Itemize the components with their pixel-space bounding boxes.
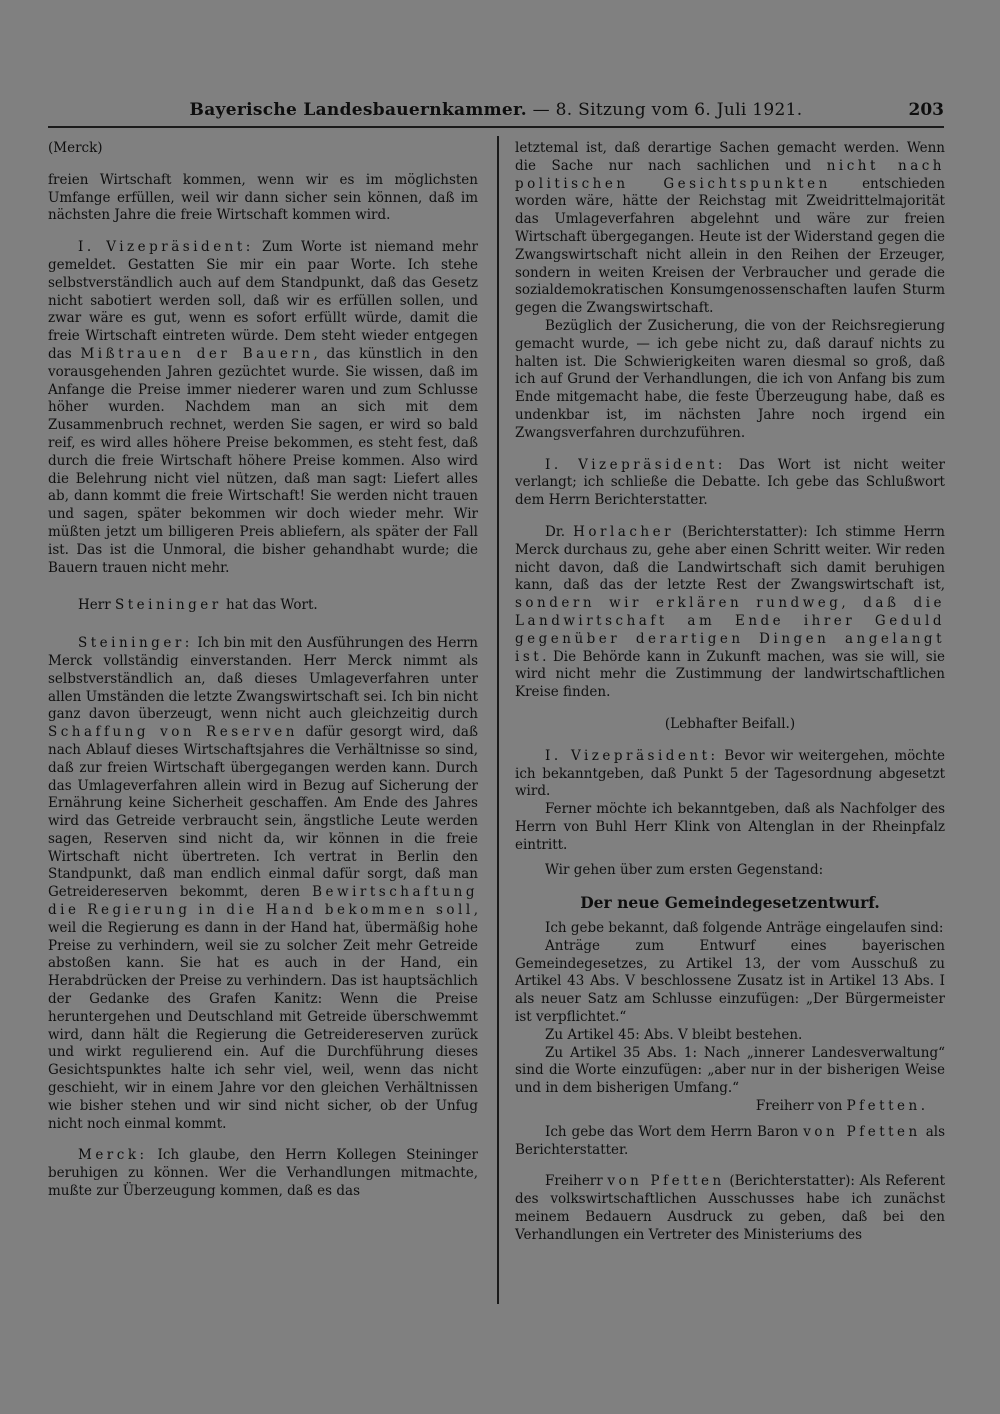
signature-name: Pfetten: [846, 1098, 921, 1115]
paragraph: I. Vizepräsident: Zum Worte ist niemand mehr gemeldet. Gestatten Sie mir ein paar Worte. Ich stehe selbstverständlich auch auf dem Standpunkt, daß das Gesetz nicht sabotiert werden soll, daß wir es erfüllen sollen, und zwar wäre es gut, wenn es sofort erfüllt würde, damit die freie Wirtschaft eintreten würde. Dem steht wieder entgegen das Mißtrauen der Bauern, das künstlich in den vorausgehenden Jahren gezüchtet wurde. Sie wissen, daß im Anfange die Preise immer niederer waren und zum Schlusse höher wurden. Nachdem man an sich mit dem Zusammenbruch rechnet, werden Sie sagen, er wird so bald reif, es wird alles höhere Preise bekommen, es steht fest, daß durch die freie Wirtschaft höhere Preise kommen. Also wird die Belehrung nicht viel nützen, daß man sagt: Liefert alles ab, dann kommt die freie Wirtschaft! Sie werden nicht trauen und sagen, später bekommen wir doch wieder mehr. Wir müßten jetzt um billigeren Preis abliefern, als später der Fall ist. Das ist die Unmoral, die bisher gehandhabt wurde; die Bauern trauen nicht mehr.: [48, 239, 478, 576]
column-divider: [497, 136, 499, 1304]
running-title-main: Bayerische Landesbauernkammer.: [189, 100, 527, 120]
running-title-session: — 8. Sitzung vom 6. Juli 1921.: [526, 100, 803, 120]
motion-text: Zu Artikel 45: Abs. V bleibt bestehen.: [545, 1026, 803, 1043]
speaker-name: I. Vizepräsident:: [545, 747, 719, 764]
emphasis-text: Mißtrauen der Bauern: [80, 345, 314, 362]
speaker-name: von Pfetten: [803, 1123, 921, 1140]
signature-line: Freiherr von Pfetten.: [755, 1098, 925, 1115]
paragraph: Ich gebe das Wort dem Herrn Baron von Pfetten als Berichterstatter.: [515, 1123, 945, 1158]
paragraph: Steininger: Ich bin mit den Ausführungen des Herrn Merck vollständig einverstanden. Herr Merck nimmt als selbstverständlich an, daß dieses Umlageverfahren unter allen Umständen die letzte Zwangswirtschaft sei. Ich bin nicht ganz davon überzeugt, wenn nicht auch gleichzeitig durch Schaffung von Reserven dafür gesorgt wird, daß nach Ablauf dieses Wirtschaftsjahres die Verhältnisse so sind, daß zur freien Wirtschaft übergegangen werden kann. Durch das Umlageverfahren allein wird in Bezug auf Sicherung der Ernährung keine Sicherheit geschaffen. Am Ende des Jahres wird das Getreide verbraucht sein, ängstliche Leute werden sagen, Reserven sind nicht da, wir können in die freie Wirtschaft nicht übertreten. Ich vertrat in Berlin den Standpunkt, daß man endlich einmal dafür sorgt, daß man Getreidereserven bekommt, deren Bewirtschaftung die Regierung in die Hand bekommen soll, weil die Regierung es dann in der Hand hat, übermäßig hohe Preise zu verhindern, weil sie zu solcher Zeit mehr Getreide abstoßen kann. Sie hat es auch in der Hand, ein Herabdrücken der Preise zu verhindern. Das ist hauptsächlich der Gedanke des Grafen Kanitz: Wenn die Preise heruntergehen und Deutschland mit Getreide überschwemmt wird, dann hält die Regierung die Getreidereserven zurück und wirkt regulierend ein. Auf die Durchführung dieses Gesichtspunktes halte ich sehr viel, weil, wenn das nicht geschieht, wir in einem Jahre vor den gleichen Verhältnissen wie bisher stehen und wir sind nicht sicher, ob der Unfug nicht noch einmal kommt.: [48, 635, 478, 1132]
paragraph: Ich gebe bekannt, daß folgende Anträge eingelaufen sind:: [545, 920, 944, 937]
emphasis-text: Bewirtschaftung die Regierung in die Hand bekommen soll: [48, 884, 478, 919]
left-column: [48, 140, 478, 1201]
speaker-name: I. Vizepräsident:: [545, 456, 726, 473]
running-title: [48, 100, 944, 120]
paragraph: Wir gehen über zum ersten Gegenstand:: [545, 862, 824, 879]
right-column: [515, 140, 945, 1245]
motion-text: Zu Artikel 35 Abs. 1: Nach „innerer Landesverwaltung“ sind die Worte einzufügen: „aber nur in der bisherigen Weise und in dem bisherigen Umfang.“: [515, 1044, 945, 1097]
paragraph: letztemal ist, daß derartige Sachen gemacht werden. Wenn die Sache nur nach sachlichen und nicht nach politischen Gesichtspunkten entschieden worden wäre, hätte der Reichstag mit Zweidrittelmajorität das Umlageverfahren abgelehnt und wäre zur freien Wirtschaft übergegangen. Heute ist der Widerstand gegen die Zwangswirtschaft nicht allein in den Reihen der Erzeuger, sondern in weiten Kreisen der Verbraucher und gerade die sozialdemokratischen Konsumgenossenschaften laufen Sturm gegen die Zwangswirtschaft.: [515, 140, 946, 317]
speaker-name: Horlacher: [573, 523, 675, 540]
paragraph: Ferner möchte ich bekanntgeben, daß als Nachfolger des Herrn von Buhl Herr Klink von Altenglan in der Rheinpfalz eintritt.: [515, 801, 945, 853]
speaker-name: Merck:: [78, 1147, 148, 1164]
page-header: [48, 98, 944, 128]
emphasis-text: Schaffung von Reserven: [48, 724, 298, 741]
paragraph: I. Vizepräsident: Bevor wir weitergehen, möchte ich bekanntgeben, daß Punkt 5 der Tagesordnung abgesetzt wird.: [515, 747, 945, 800]
paragraph: Freiherr von Pfetten (Berichterstatter): Als Referent des volkswirtschaftlichen Ausschusses habe ich zunächst meinem Bedauern Ausdruck zu geben, daß bei den Verhandlungen ein Vertreter des Ministeriums des: [515, 1173, 945, 1243]
speaker-name: von Pfetten: [607, 1173, 725, 1190]
paragraph: I. Vizepräsident: Das Wort ist nicht weiter verlangt; ich schließe die Debatte. Ich gebe das Schlußwort dem Herrn Berichterstatter.: [515, 456, 945, 509]
emphasis-text: sondern wir erklären rundweg, daß die Landwirtschaft am Ende ihrer Geduld gegenüber derartigen Dingen angelangt ist: [515, 595, 945, 665]
paragraph: Merck: Ich glaube, den Herrn Kollegen Steininger beruhigen zu können. Wer die Verhandlungen mitmachte, mußte zur Überzeugung kommen, daß es das: [48, 1147, 478, 1200]
paragraph: freien Wirtschaft kommen, wenn wir es im möglichsten Umfange erfüllen, weil wir dann sicher sein können, daß im nächsten Jahre die freie Wirtschaft kommen wird.: [48, 171, 478, 224]
page-number: 203: [908, 100, 944, 120]
paragraph: Herr Steininger hat das Wort.: [78, 597, 318, 614]
paragraph: Dr. Horlacher (Berichterstatter): Ich stimme Herrn Merck durchaus zu, gehe aber einen Schritt weiter. Wir reden nicht davon, daß die Landwirtschaft sich damit beruhigen kann, daß das der letzte Rest der Zwangswirtschaft ist, sondern wir erklären rundweg, daß die Landwirtschaft am Ende ihrer Geduld gegenüber derartigen Dingen angelangt ist. Die Behörde kann in Zukunft machen, was sie will, sie wird nicht mehr die Zustimmung der landwirtschaftlichen Kreise finden.: [515, 523, 945, 701]
speaker-tag: (Merck): [48, 140, 103, 156]
section-heading: Der neue Gemeindegesetzentwurf.: [580, 893, 880, 913]
motion-text: Anträge zum Entwurf eines bayerischen Gemeindegesetzes, zu Artikel 13, der vom Ausschuß zu Artikel 43 Abs. V beschlossene Zusatz ist in Artikel 13 Abs. I als neuer Satz am Schlusse einzufügen: „Der Bürgermeister ist verpflichtet.“: [515, 937, 945, 1026]
emphasis-text: nicht nach politischen Gesichtspunkten: [515, 157, 946, 192]
speaker-name: Steininger: [114, 597, 222, 614]
applause-note: (Lebhafter Beifall.): [664, 715, 796, 732]
speaker-name: Steininger:: [78, 635, 193, 652]
paragraph: Bezüglich der Zusicherung, die von der Reichsregierung gemacht wurde, — ich gebe nicht zu, daß darauf nichts zu halten ist. Die Schwierigkeiten waren diesmal so groß, daß ich auf Grund der Verhandlungen, die ich von Anfang bis zum Ende mitgemacht habe, die feste Überzeugung habe, daß es undenkbar ist, im nächsten Jahre noch irgend ein Zwangsverfahren durchzuführen.: [515, 317, 945, 441]
speaker-name: I. Vizepräsident:: [78, 239, 254, 256]
